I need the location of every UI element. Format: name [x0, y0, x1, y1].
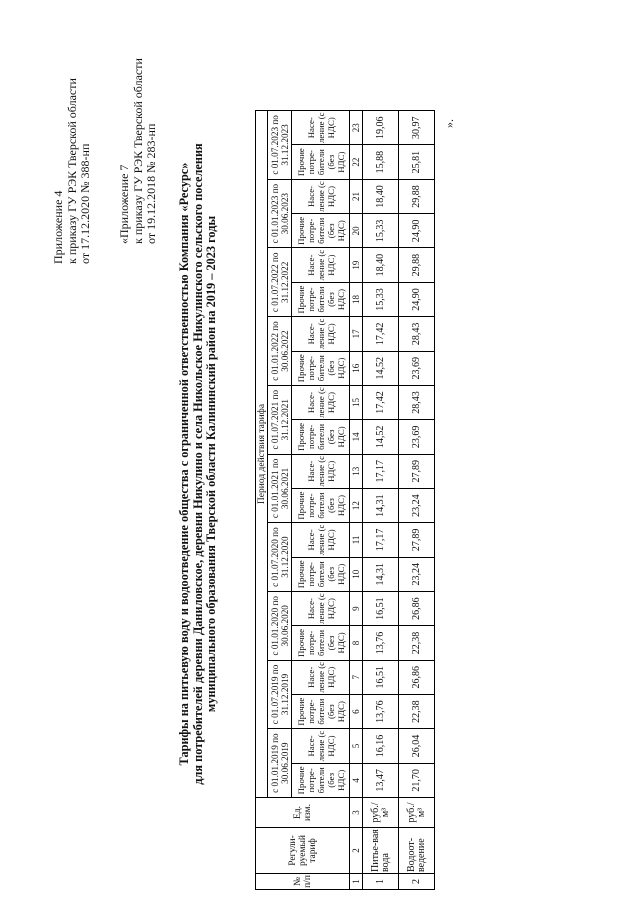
header-row-ranges	[268, 111, 292, 890]
period-range: с 01.01.2020 по 30.06.2020	[268, 591, 292, 660]
tariff-value: 24,90	[399, 214, 435, 248]
col-tariff-header: Регули-руемый тариф	[256, 828, 350, 874]
column-number: 12	[350, 488, 363, 522]
tariff-value: 26,86	[399, 591, 435, 625]
tariff-value: 17,42	[363, 385, 399, 419]
period-range: с 01.01.2021 по 30.06.2021	[268, 454, 292, 523]
tariff-value: 26,04	[399, 729, 435, 763]
tariff-value: 25,81	[399, 145, 435, 179]
row-number: 2	[399, 874, 435, 890]
category-population: Насе-ление (с НДС)	[292, 179, 350, 213]
column-number: 17	[350, 317, 363, 351]
tariff-value: 15,88	[363, 145, 399, 179]
appendix-header-new	[52, 78, 93, 264]
tariff-value: 27,89	[399, 454, 435, 488]
category-population: Насе-ление (с НДС)	[292, 385, 350, 419]
period-range: с 01.01.2022 по 30.06.2022	[268, 317, 292, 386]
category-other-consumers: Прочие потре-бители (без НДС)	[292, 282, 350, 316]
title-line: муниципального образования Тверской области Калининский район на 2019 – 2023 годы	[204, 215, 219, 713]
tariff-value: 28,43	[399, 317, 435, 351]
category-other-consumers: Прочие потре-бители (без НДС)	[292, 557, 350, 591]
tariff-value: 17,17	[363, 523, 399, 557]
tariff-value: 14,52	[363, 420, 399, 454]
header-row-period	[256, 111, 268, 890]
column-number-row	[350, 111, 363, 890]
column-number: 23	[350, 111, 363, 145]
title-line: для потребителей деревни Даниловское, деревни Никулино и села Никольское Никулинского сельского поселения	[190, 143, 205, 785]
category-population: Насе-ление (с НДС)	[292, 660, 350, 694]
appendix-header-old	[118, 58, 159, 244]
tariff-table	[255, 110, 435, 890]
tariff-value: 13,47	[363, 763, 399, 797]
tariff-value: 16,16	[363, 729, 399, 763]
tariff-value: 17,42	[363, 317, 399, 351]
period-range: с 01.07.2019 по 31.12.2019	[268, 660, 292, 729]
category-other-consumers: Прочие потре-бители (без НДС)	[292, 694, 350, 728]
column-number: 19	[350, 248, 363, 282]
document-title	[178, 84, 219, 844]
tariff-value: 27,89	[399, 523, 435, 557]
row-number: 1	[363, 874, 399, 890]
column-number: 16	[350, 351, 363, 385]
category-population: Насе-ление (с НДС)	[292, 111, 350, 145]
col-no-header: № п/п	[256, 874, 350, 890]
column-number: 8	[350, 626, 363, 660]
tariff-value: 22,38	[399, 694, 435, 728]
column-number: 4	[350, 763, 363, 797]
category-other-consumers: Прочие потре-бители (без НДС)	[292, 488, 350, 522]
tariff-value: 24,90	[399, 282, 435, 316]
tariff-value: 21,70	[399, 763, 435, 797]
column-number: 14	[350, 420, 363, 454]
column-number: 7	[350, 660, 363, 694]
column-number: 21	[350, 179, 363, 213]
category-population: Насе-ление (с НДС)	[292, 523, 350, 557]
table-row	[363, 111, 399, 890]
column-number: 9	[350, 591, 363, 625]
column-number: 2	[350, 828, 363, 874]
appendix-line: от 19.12.2018 № 283-нп	[144, 123, 158, 244]
tariff-value: 15,33	[363, 282, 399, 316]
category-other-consumers: Прочие потре-бители (без НДС)	[292, 763, 350, 797]
column-number: 22	[350, 145, 363, 179]
appendix-line: «Приложение 7	[117, 164, 131, 244]
tariff-value: 14,31	[363, 488, 399, 522]
closing-mark: ».	[442, 119, 456, 128]
category-other-consumers: Прочие потре-бители (без НДС)	[292, 626, 350, 660]
tariff-value: 26,86	[399, 660, 435, 694]
category-other-consumers: Прочие потре-бители (без НДС)	[292, 351, 350, 385]
tariff-value: 23,69	[399, 351, 435, 385]
period-range: с 01.01.2019 по 30.06.2019	[268, 729, 292, 798]
category-other-consumers: Прочие потре-бители (без НДС)	[292, 420, 350, 454]
column-number: 13	[350, 454, 363, 488]
column-number: 6	[350, 694, 363, 728]
tariff-value: 29,88	[399, 179, 435, 213]
col-unit-header: Ед. изм.	[256, 798, 350, 828]
tariff-value: 13,76	[363, 694, 399, 728]
tariff-value: 23,24	[399, 488, 435, 522]
appendix-line: от 17.12.2020 № 388-нп	[78, 143, 92, 264]
column-number: 3	[350, 798, 363, 828]
tariff-value: 18,40	[363, 248, 399, 282]
column-number: 5	[350, 729, 363, 763]
title-line: Тарифы на питьевую воду и водоотведение общества с ограниченной ответственностью Компания «Ресурс»	[177, 162, 191, 766]
column-number: 10	[350, 557, 363, 591]
column-number: 11	[350, 523, 363, 557]
category-population: Насе-ление (с НДС)	[292, 591, 350, 625]
row-unit: руб./м³	[363, 798, 399, 828]
category-population: Насе-ление (с НДС)	[292, 317, 350, 351]
row-tariff: Водоот-ведение	[399, 828, 435, 874]
tariff-value: 28,43	[399, 385, 435, 419]
tariff-value: 16,51	[363, 660, 399, 694]
column-number: 18	[350, 282, 363, 316]
period-header: Период действия тарифа	[256, 111, 268, 798]
appendix-line: к приказу ГУ РЭК Тверской области	[64, 78, 79, 264]
tariff-value: 13,76	[363, 626, 399, 660]
column-number: 1	[350, 874, 363, 890]
header-row-categories	[292, 111, 350, 890]
tariff-value: 17,17	[363, 454, 399, 488]
tariff-value: 29,88	[399, 248, 435, 282]
tariff-value: 19,06	[363, 111, 399, 145]
category-population: Насе-ление (с НДС)	[292, 248, 350, 282]
category-population: Насе-ление (с НДС)	[292, 729, 350, 763]
row-unit: руб./м³	[399, 798, 435, 828]
period-range: с 01.07.2022 по 31.12.2022	[268, 248, 292, 317]
period-range: с 01.01.2023 по 30.06.2023	[268, 179, 292, 248]
tariff-value: 23,69	[399, 420, 435, 454]
category-other-consumers: Прочие потре-бители (без НДС)	[292, 145, 350, 179]
appendix-line: Приложение 4	[51, 190, 65, 264]
column-number: 15	[350, 385, 363, 419]
tariff-value: 16,51	[363, 591, 399, 625]
tariff-value: 22,38	[399, 626, 435, 660]
tariff-value: 14,31	[363, 557, 399, 591]
tariff-value: 15,33	[363, 214, 399, 248]
tariff-value: 14,52	[363, 351, 399, 385]
appendix-line: к приказу ГУ РЭК Тверской области	[130, 58, 145, 244]
period-range: с 01.07.2023 по 31.12.2023	[268, 111, 292, 180]
tariff-value: 23,24	[399, 557, 435, 591]
tariff-value: 18,40	[363, 179, 399, 213]
tariff-value: 30,97	[399, 111, 435, 145]
period-range: с 01.07.2020 по 31.12.2020	[268, 523, 292, 592]
column-number: 20	[350, 214, 363, 248]
row-tariff: Питье-вая вода	[363, 828, 399, 874]
table-row	[399, 111, 435, 890]
period-range: с 01.07.2021 по 31.12.2021	[268, 385, 292, 454]
category-other-consumers: Прочие потре-бители (без НДС)	[292, 214, 350, 248]
category-population: Насе-ление (с НДС)	[292, 454, 350, 488]
